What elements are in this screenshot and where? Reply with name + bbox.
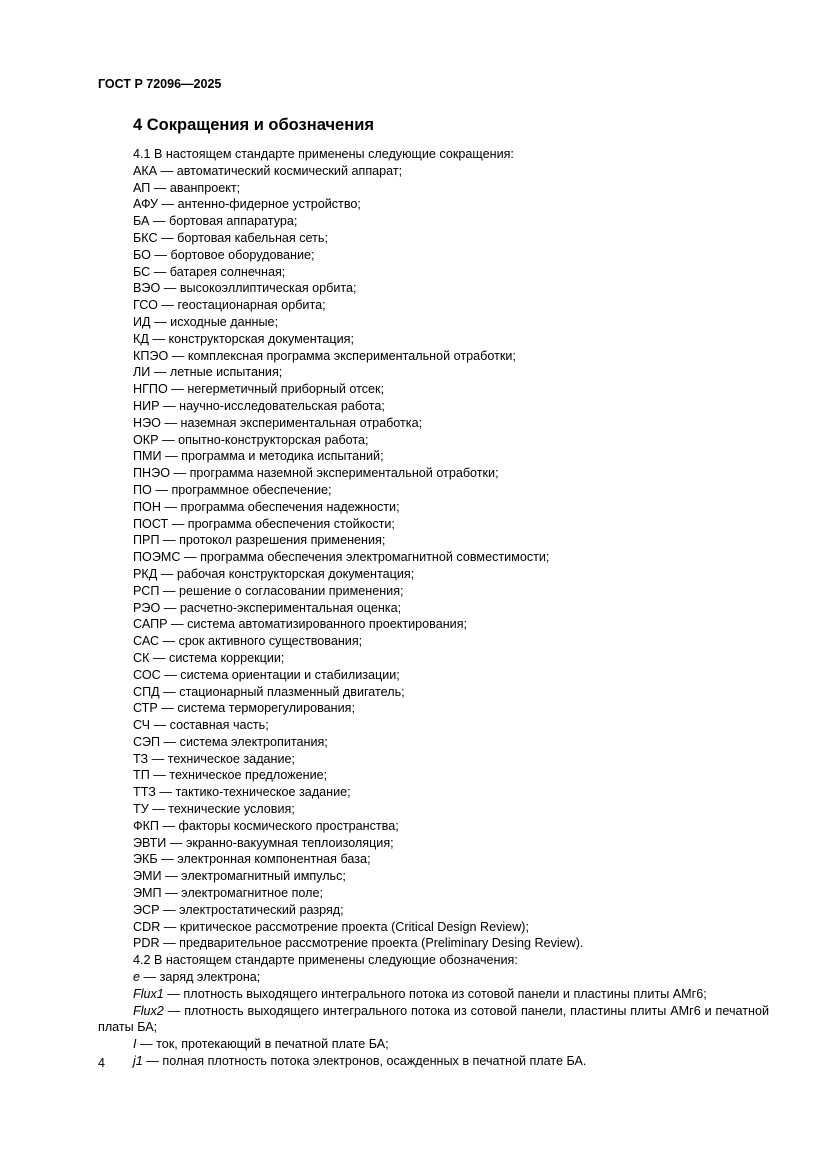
symbol-name: I (133, 1037, 137, 1052)
abbreviation-item: ЭКБ — электронная компонентная база; (133, 852, 371, 867)
abbreviation-item: НЭО — наземная экспериментальная отработка; (133, 415, 423, 430)
abbreviation-item: РСП — решение о согласовании применения; (133, 583, 404, 598)
abbreviation-item: ТЗ — техническое задание; (133, 751, 296, 766)
page-number: 4 (98, 1056, 105, 1070)
symbol-item (98, 969, 769, 986)
abbreviation-item: СТР — система терморегулирования; (133, 701, 355, 716)
abbreviation-item: ПНЭО — программа наземной экспериментальной отработки; (133, 466, 499, 481)
symbol-description: — плотность выходящего интегрального потока из сотовой панели, пластины плиты АМг6 и печатной платы БА; (98, 1003, 769, 1035)
symbol-item (98, 1036, 769, 1053)
abbreviation-item: АКА — автоматический космический аппарат; (133, 163, 403, 178)
abbreviation-item: БА — бортовая аппаратура; (133, 214, 298, 229)
abbreviation-item: ТУ — технические условия; (133, 802, 295, 817)
symbol-name: j1 (133, 1054, 143, 1069)
abbreviation-item: БС — батарея солнечная; (133, 264, 286, 279)
symbol-description: — заряд электрона; (140, 970, 261, 985)
document-header: ГОСТ Р 72096—2025 (98, 77, 222, 91)
abbreviation-item: ПОН — программа обеспечения надежности; (133, 499, 400, 514)
abbreviations-list (98, 163, 769, 952)
abbreviation-item: ПМИ — программа и методика испытаний; (133, 449, 384, 464)
abbreviation-item: БО — бортовое оборудование; (133, 247, 315, 262)
abbreviation-item: ПО — программное обеспечение; (133, 482, 332, 497)
abbreviations-intro: 4.1 В настоящем стандарте применены следующие сокращения: (133, 147, 514, 161)
abbreviation-item: САС — срок активного существования; (133, 634, 363, 649)
abbreviation-item: ВЭО — высокоэллиптическая орбита; (133, 281, 357, 296)
abbreviation-item: ФКП — факторы космического пространства; (133, 818, 399, 833)
abbreviation-item: ЛИ — летные испытания; (133, 365, 283, 380)
symbols-list (98, 969, 769, 1070)
symbol-item (98, 1003, 769, 1037)
symbol-name: Flux1 (133, 986, 164, 1001)
abbreviation-item: РКД — рабочая конструкторская документация; (133, 566, 415, 581)
abbreviation-item: ЭМП — электромагнитное поле; (133, 886, 323, 901)
abbreviation-item: ПОСТ — программа обеспечения стойкости; (133, 516, 395, 531)
abbreviation-item: СК — система коррекции; (133, 650, 285, 665)
abbreviation-item: ЭСР — электростатический разряд; (133, 902, 344, 917)
symbol-name: Flux2 (133, 1003, 164, 1018)
section-body (98, 146, 769, 1070)
abbreviation-item: СЭП — система электропитания; (133, 734, 328, 749)
abbreviation-item: ЭМИ — электромагнитный импульс; (133, 869, 346, 884)
symbol-item (98, 1053, 769, 1070)
abbreviation-item: ТТЗ — тактико-техническое задание; (133, 785, 351, 800)
abbreviation-item: СЧ — составная часть; (133, 718, 269, 733)
symbol-description: — ток, протекающий в печатной плате БА; (136, 1037, 389, 1052)
abbreviation-item: ОКР — опытно-конструкторская работа; (133, 432, 369, 447)
symbol-description: — плотность выходящего интегрального потока из сотовой панели и пластины плиты АМг6; (163, 986, 707, 1001)
abbreviation-item: АФУ — антенно-фидерное устройство; (133, 197, 361, 212)
abbreviation-item: СПД — стационарный плазменный двигатель; (133, 684, 405, 699)
abbreviation-item: CDR — критическое рассмотрение проекта (Critical Design Review); (133, 919, 529, 934)
abbreviation-item: ИД — исходные данные; (133, 314, 279, 329)
abbreviation-item: ЭВТИ — экранно-вакуумная теплоизоляция; (133, 835, 394, 850)
abbreviation-item: PDR — предварительное рассмотрение проекта (Preliminary Desing Review). (133, 936, 584, 951)
abbreviation-item: РЭО — расчетно-экспериментальная оценка; (133, 600, 402, 615)
abbreviation-item: КД — конструкторская документация; (133, 331, 354, 346)
abbreviation-item: ПОЭМС — программа обеспечения электромагнитной совместимости; (133, 550, 550, 565)
abbreviation-item: ТП — техническое предложение; (133, 768, 328, 783)
abbreviation-item: АП — аванпроект; (133, 180, 241, 195)
abbreviation-item: СОС — система ориентации и стабилизации; (133, 667, 400, 682)
abbreviation-item: КПЭО — комплексная программа экспериментальной отработки; (133, 348, 516, 363)
symbol-description: — полная плотность потока электронов, осажденных в печатной плате БА. (142, 1054, 587, 1069)
abbreviation-item: ПРП — протокол разрешения применения; (133, 533, 386, 548)
abbreviation-item: БКС — бортовая кабельная сеть; (133, 230, 328, 245)
abbreviation-item: ГСО — геостационарная орбита; (133, 298, 326, 313)
section-title: 4 Сокращения и обозначения (133, 116, 374, 134)
symbols-intro: 4.2 В настоящем стандарте применены следующие обозначения: (133, 953, 518, 968)
symbol-item (98, 986, 769, 1003)
symbol-name: e (133, 970, 141, 985)
abbreviation-item: САПР — система автоматизированного проектирования; (133, 617, 468, 632)
abbreviation-item: НГПО — негерметичный приборный отсек; (133, 382, 385, 397)
abbreviation-item: НИР — научно-исследовательская работа; (133, 398, 385, 413)
